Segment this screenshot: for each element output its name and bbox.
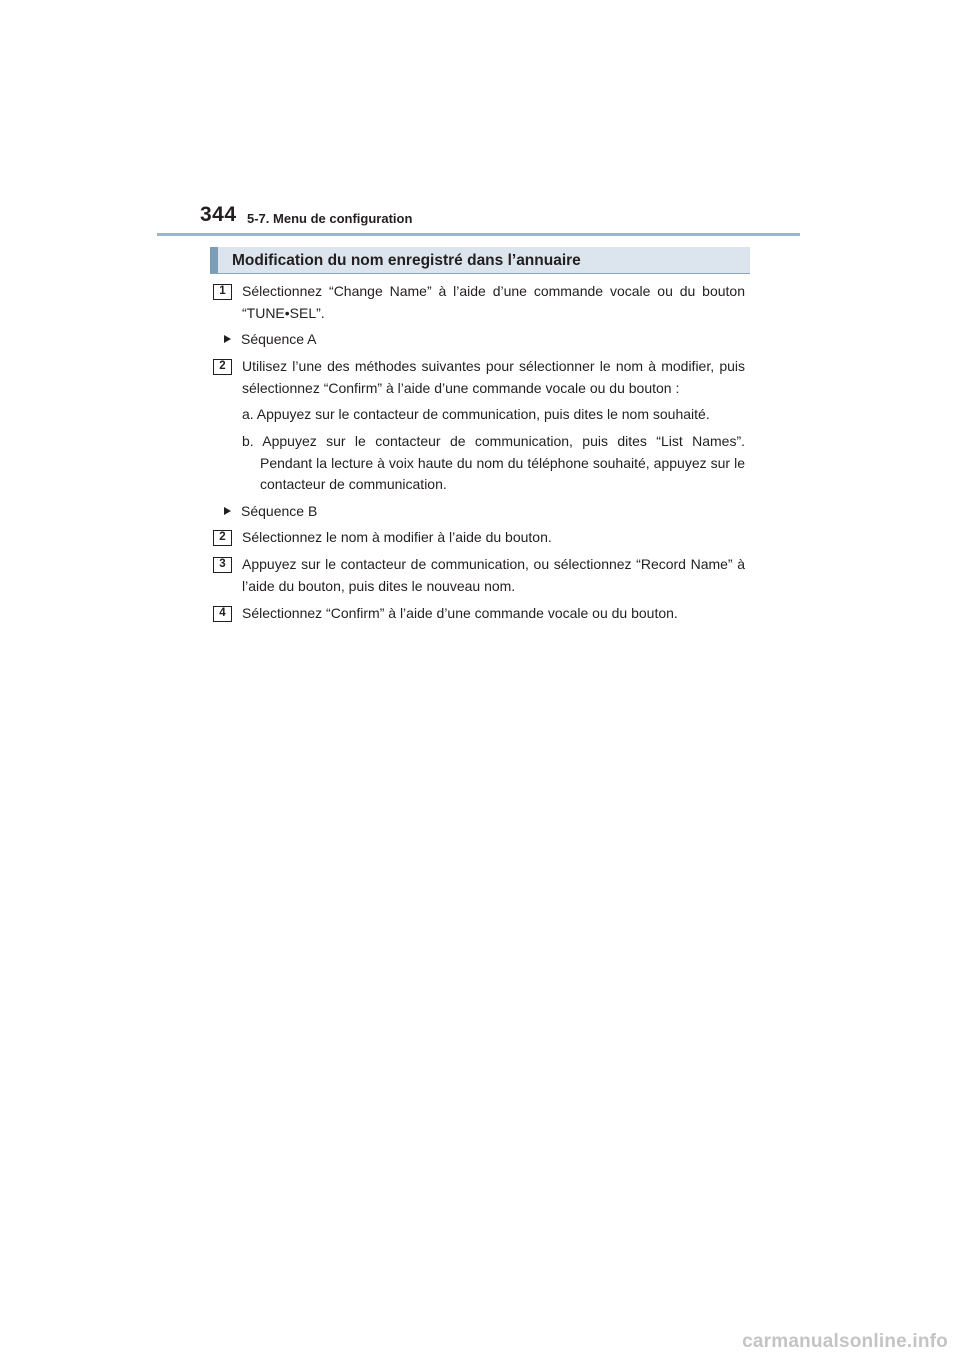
step-number-2b: 2 — [213, 530, 232, 546]
triangle-bullet-icon — [224, 507, 231, 515]
heading-text: Modification du nom enregistré dans l’annuaire — [232, 252, 581, 269]
step-text-2b: Sélectionnez le nom à modifier à l’aide du bouton. — [242, 529, 552, 545]
step-text-1: Sélectionnez “Change Name” à l’aide d’une commande vocale ou du bouton “TUNE•SEL”. — [242, 283, 745, 321]
substep-b: b. Appuyez sur le contacteur de communication, puis dites “List Names”. Pendant la lecture à voix haute du nom du téléphone souhaité, appuyez sur le contacteur de communication. — [242, 433, 745, 492]
step-text-4: Sélectionnez “Confirm” à l’aide d’une commande vocale ou du bouton. — [242, 605, 678, 621]
step-number-1: 1 — [213, 284, 232, 300]
step-number-2a: 2 — [213, 359, 232, 375]
page-number: 344 — [200, 203, 237, 226]
triangle-bullet-icon — [224, 335, 231, 343]
substep-a: a. Appuyez sur le contacteur de communication, puis dites le nom souhaité. — [242, 406, 710, 422]
sequence-b — [224, 501, 317, 522]
heading-box — [210, 247, 750, 274]
sequence-a-label: Séquence A — [241, 331, 317, 347]
sequence-a — [224, 329, 317, 350]
step-text-3: Appuyez sur le contacteur de communication, ou sélectionnez “Record Name” à l’aide du bouton, puis dites le nouveau nom. — [242, 556, 745, 594]
step-number-3: 3 — [213, 557, 232, 573]
section-title: 5-7. Menu de configuration — [247, 211, 413, 226]
sequence-b-label: Séquence B — [241, 503, 318, 519]
header-rule — [157, 233, 800, 236]
step-number-4: 4 — [213, 606, 232, 622]
step-text-2a: Utilisez l’une des méthodes suivantes pour sélectionner le nom à modifier, puis sélectionnez “Confirm” à l’aide d’une commande vocale ou du bouton : — [242, 358, 745, 396]
watermark: carmanualsonline.info — [742, 1331, 948, 1352]
